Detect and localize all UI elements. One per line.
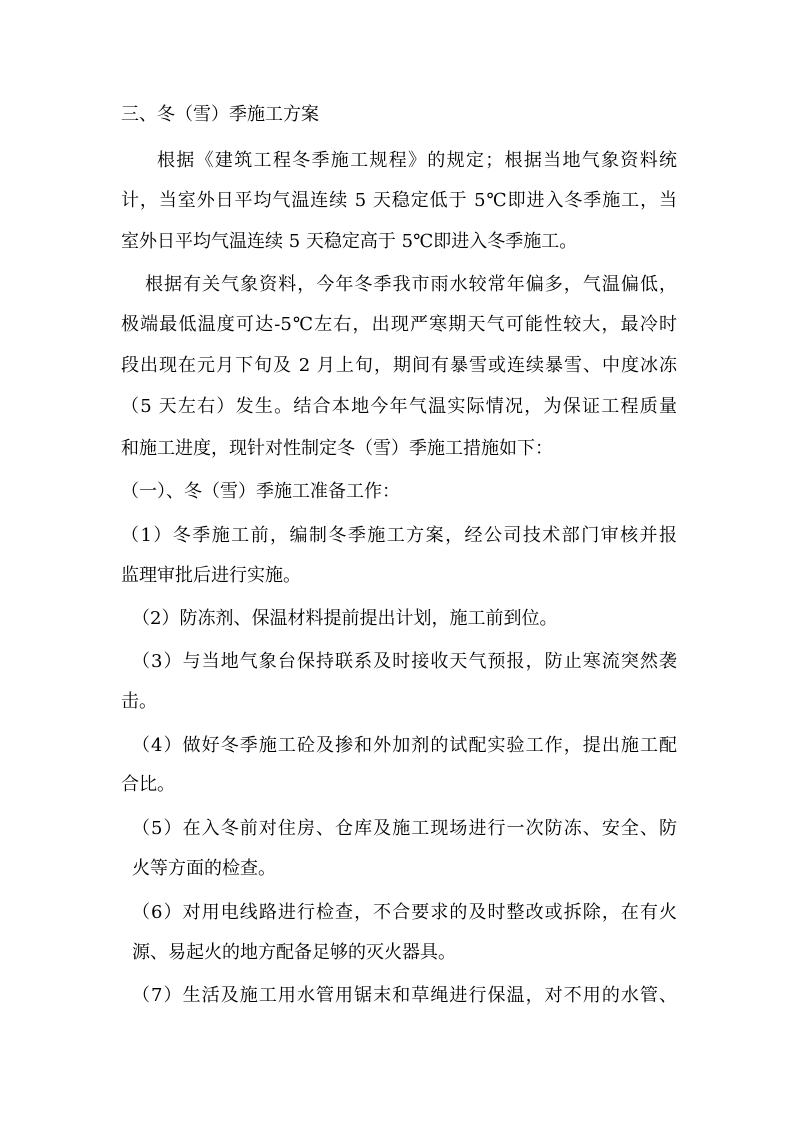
item-4-line-1: （4）做好冬季施工砼及掺和外加剂的试配实验工作，提出施工配	[132, 735, 677, 756]
para2-line-1: 根据有关气象资料，今年冬季我市雨水较常年偏多，气温偏低，	[145, 274, 677, 295]
para2-line-5: 和施工进度，现针对性制定冬（雪）季施工措施如下：	[121, 438, 553, 459]
item-5-line-2: 火等方面的检查。	[132, 858, 276, 879]
item-7-line-1: （7）生活及施工用水管用锯末和草绳进行保温，对不用的水管、	[132, 985, 677, 1006]
item-2-line-1: （2）防冻剂、保温材料提前提出计划，施工前到位。	[132, 608, 558, 629]
item-3-line-1: （3）与当地气象台保持联系及时接收天气预报，防止寒流突然袭	[132, 651, 677, 672]
para1-line-2: 计，当室外日平均气温连续 5 天稳定低于 5℃即进入冬季施工，当	[121, 190, 677, 211]
section-heading: 三、冬（雪）季施工方案	[121, 104, 319, 125]
para2-line-3: 段出现在元月下旬及 2 月上旬，期间有暴雪或连续暴雪、中度冰冻	[121, 355, 677, 376]
item-1-line-1: （1）冬季施工前，编制冬季施工方案，经公司技术部门审核并报	[121, 525, 677, 546]
item-4-line-2: 合比。	[121, 774, 175, 795]
item-5-line-1: （5）在入冬前对住房、仓库及施工现场进行一次防冻、安全、防	[132, 818, 677, 839]
item-6-line-2: 源、易起火的地方配备足够的灭火器具。	[132, 942, 456, 963]
item-1-line-2: 监理审批后进行实施。	[121, 565, 301, 586]
section1-title: （一）、冬（雪）季施工准备工作：	[121, 481, 400, 502]
item-6-line-1: （6）对用电线路进行检查，不合要求的及时整改或拆除，在有火	[132, 902, 677, 923]
para1-line-1: 根据《建筑工程冬季施工规程》的规定；根据当地气象资料统	[157, 150, 677, 171]
item-3-line-2: 击。	[121, 691, 157, 712]
para2-line-2: 极端最低温度可达-5℃左右，出现严寒期天气可能性较大，最冷时	[121, 314, 677, 335]
para1-line-3: 室外日平均气温连续 5 天稳定高于 5℃即进入冬季施工。	[121, 231, 578, 252]
para2-line-4: （5 天左右）发生。结合本地今年气温实际情况，为保证工程质量	[121, 396, 677, 417]
